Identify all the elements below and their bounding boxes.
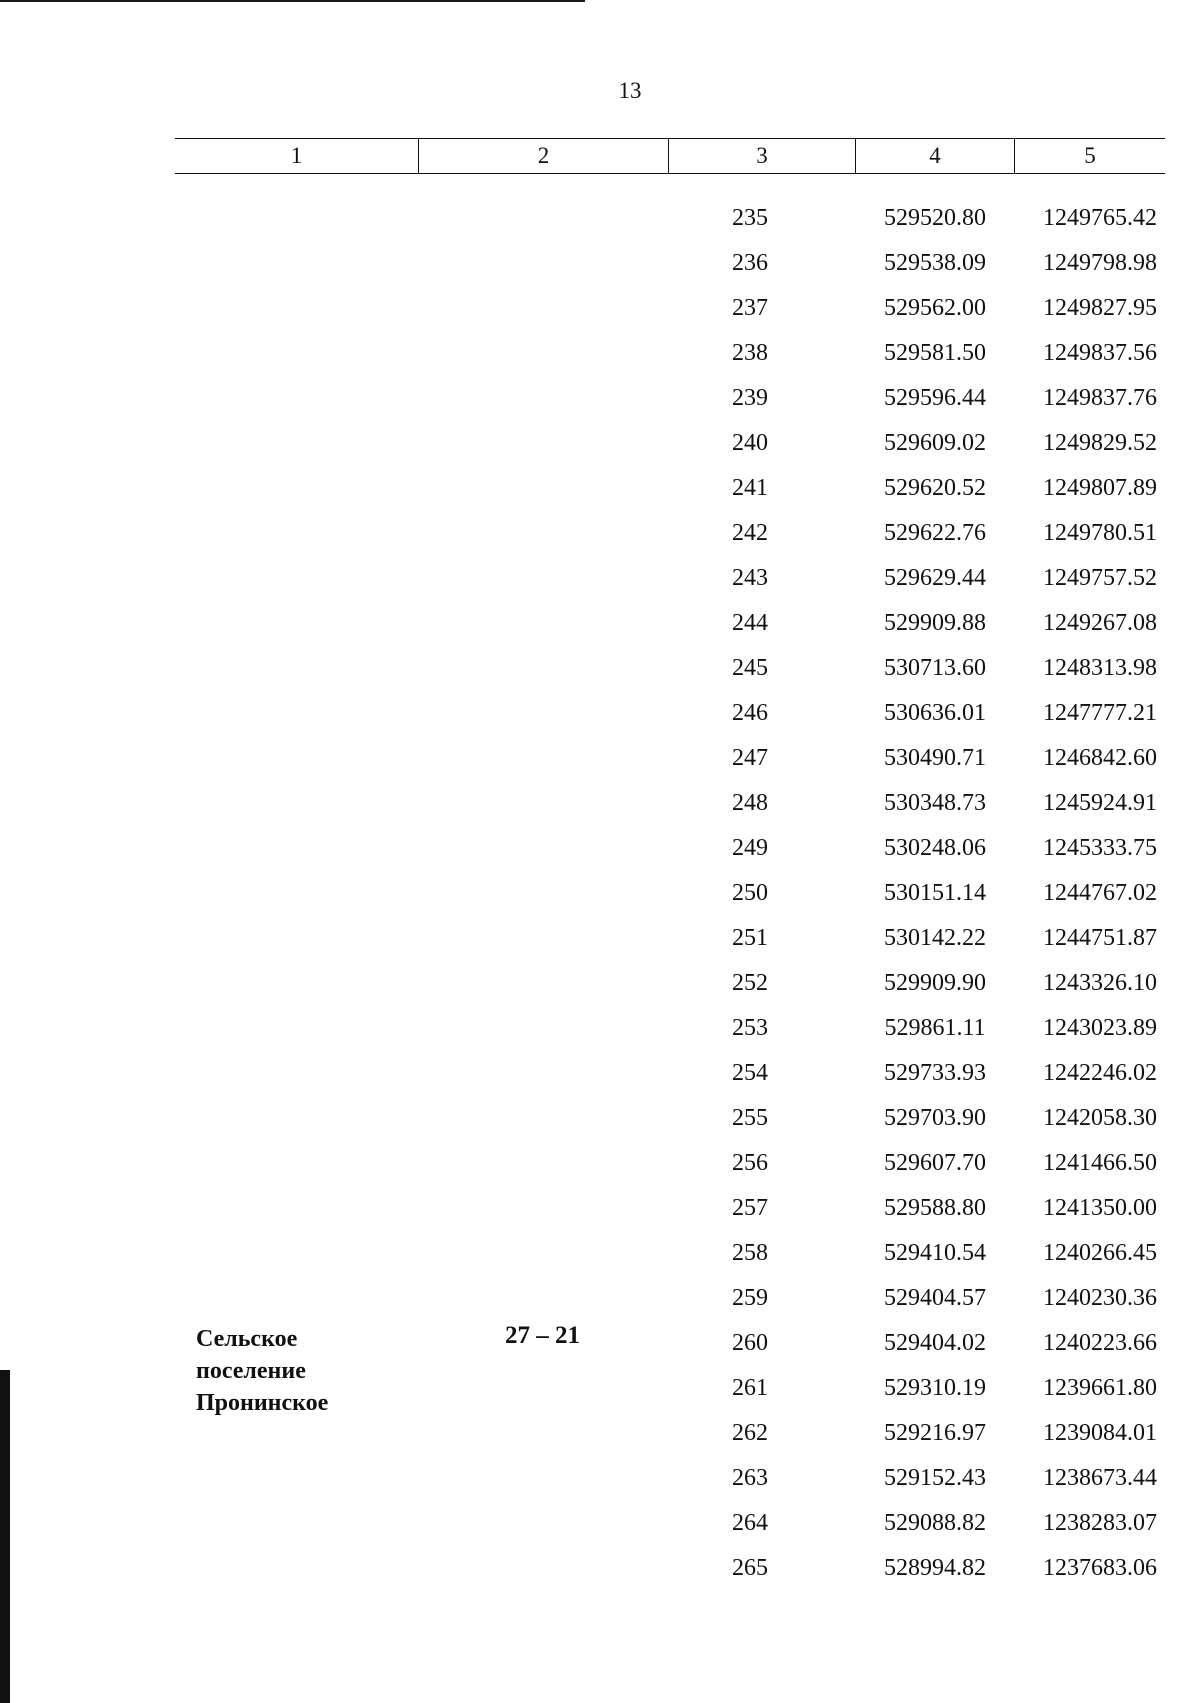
- settlement-name: [196, 1323, 416, 1419]
- table-row: [700, 781, 1180, 826]
- y-coordinate-cell: 1239084.01: [1043, 1420, 1157, 1446]
- point-number-cell: 260: [732, 1330, 768, 1356]
- x-coordinate-cell: 529562.00: [884, 295, 986, 321]
- point-number-cell: 263: [732, 1465, 768, 1491]
- table-row: [700, 556, 1180, 601]
- table-row: [700, 511, 1180, 556]
- table-row: [700, 466, 1180, 511]
- y-coordinate-cell: 1245333.75: [1043, 835, 1157, 861]
- settlement-name-line: Сельское: [196, 1326, 298, 1352]
- y-coordinate-cell: 1241350.00: [1043, 1195, 1157, 1221]
- x-coordinate-cell: 529088.82: [884, 1510, 986, 1536]
- table-row: [700, 1321, 1180, 1366]
- point-number-cell: 242: [732, 520, 768, 546]
- settlement-code: 27 – 21: [505, 1322, 580, 1349]
- table-row: [700, 691, 1180, 736]
- x-coordinate-cell: 529909.88: [884, 610, 986, 636]
- table-row: [700, 826, 1180, 871]
- point-number-cell: 253: [732, 1015, 768, 1041]
- point-number-cell: 240: [732, 430, 768, 456]
- y-coordinate-cell: 1242058.30: [1043, 1105, 1157, 1131]
- point-number-cell: 265: [732, 1555, 768, 1581]
- y-coordinate-cell: 1237683.06: [1043, 1555, 1157, 1581]
- x-coordinate-cell: 529520.80: [884, 205, 986, 231]
- point-number-cell: 249: [732, 835, 768, 861]
- settlement-name-line: поселение: [196, 1358, 306, 1384]
- x-coordinate-cell: 530142.22: [884, 925, 986, 951]
- x-coordinate-cell: 530348.73: [884, 790, 986, 816]
- point-number-cell: 246: [732, 700, 768, 726]
- settlement-name-line: Пронинское: [196, 1390, 329, 1416]
- table-row: [700, 241, 1180, 286]
- x-coordinate-cell: 529152.43: [884, 1465, 986, 1491]
- y-coordinate-cell: 1243023.89: [1043, 1015, 1157, 1041]
- y-coordinate-cell: 1240230.36: [1043, 1285, 1157, 1311]
- y-coordinate-cell: 1249765.42: [1043, 205, 1157, 231]
- point-number-cell: 257: [732, 1195, 768, 1221]
- x-coordinate-cell: 529404.57: [884, 1285, 986, 1311]
- y-coordinate-cell: 1243326.10: [1043, 970, 1157, 996]
- x-coordinate-cell: 529609.02: [884, 430, 986, 456]
- y-coordinate-cell: 1247777.21: [1043, 700, 1157, 726]
- column-header-1: 1: [175, 139, 419, 173]
- point-number-cell: 236: [732, 250, 768, 276]
- y-coordinate-cell: 1245924.91: [1043, 790, 1157, 816]
- y-coordinate-cell: 1249757.52: [1043, 565, 1157, 591]
- x-coordinate-cell: 529596.44: [884, 385, 986, 411]
- y-coordinate-cell: 1249829.52: [1043, 430, 1157, 456]
- y-coordinate-cell: 1241466.50: [1043, 1150, 1157, 1176]
- y-coordinate-cell: 1238283.07: [1043, 1510, 1157, 1536]
- table-row: [700, 961, 1180, 1006]
- x-coordinate-cell: 529733.93: [884, 1060, 986, 1086]
- y-coordinate-cell: 1246842.60: [1043, 745, 1157, 771]
- table-row: [700, 1186, 1180, 1231]
- table-row: [700, 1456, 1180, 1501]
- x-coordinate-cell: 529588.80: [884, 1195, 986, 1221]
- table-row: [700, 646, 1180, 691]
- table-row: [700, 916, 1180, 961]
- x-coordinate-cell: 529909.90: [884, 970, 986, 996]
- column-header-4: 4: [856, 139, 1015, 173]
- point-number-cell: 259: [732, 1285, 768, 1311]
- y-coordinate-cell: 1249807.89: [1043, 475, 1157, 501]
- table-row: [700, 1501, 1180, 1546]
- y-coordinate-cell: 1248313.98: [1043, 655, 1157, 681]
- y-coordinate-cell: 1240266.45: [1043, 1240, 1157, 1266]
- point-number-cell: 243: [732, 565, 768, 591]
- table-row: [700, 286, 1180, 331]
- x-coordinate-cell: 529622.76: [884, 520, 986, 546]
- table-row: [700, 1051, 1180, 1096]
- y-coordinate-cell: 1238673.44: [1043, 1465, 1157, 1491]
- x-coordinate-cell: 530713.60: [884, 655, 986, 681]
- x-coordinate-cell: 530490.71: [884, 745, 986, 771]
- table-row: [700, 1006, 1180, 1051]
- x-coordinate-cell: 529861.11: [884, 1015, 986, 1041]
- coordinate-table-body: [700, 196, 1180, 1591]
- table-row: [700, 871, 1180, 916]
- point-number-cell: 247: [732, 745, 768, 771]
- y-coordinate-cell: 1249267.08: [1043, 610, 1157, 636]
- x-coordinate-cell: 529629.44: [884, 565, 986, 591]
- point-number-cell: 237: [732, 295, 768, 321]
- scan-top-edge-line: [0, 0, 585, 2]
- y-coordinate-cell: 1240223.66: [1043, 1330, 1157, 1356]
- point-number-cell: 262: [732, 1420, 768, 1446]
- x-coordinate-cell: 528994.82: [884, 1555, 986, 1581]
- column-header-3: 3: [669, 139, 856, 173]
- y-coordinate-cell: 1244751.87: [1043, 925, 1157, 951]
- table-row: [700, 736, 1180, 781]
- point-number-cell: 241: [732, 475, 768, 501]
- point-number-cell: 255: [732, 1105, 768, 1131]
- table-row: [700, 1546, 1180, 1591]
- table-header-row: [175, 138, 1165, 174]
- table-row: [700, 196, 1180, 241]
- x-coordinate-cell: 530636.01: [884, 700, 986, 726]
- x-coordinate-cell: 530248.06: [884, 835, 986, 861]
- column-header-2: 2: [419, 139, 669, 173]
- table-row: [700, 376, 1180, 421]
- y-coordinate-cell: 1249837.76: [1043, 385, 1157, 411]
- point-number-cell: 248: [732, 790, 768, 816]
- point-number-cell: 250: [732, 880, 768, 906]
- point-number-cell: 245: [732, 655, 768, 681]
- scan-left-edge-shadow: [0, 1370, 10, 1703]
- x-coordinate-cell: 529410.54: [884, 1240, 986, 1266]
- point-number-cell: 251: [732, 925, 768, 951]
- x-coordinate-cell: 529607.70: [884, 1150, 986, 1176]
- table-row: [700, 601, 1180, 646]
- table-row: [700, 1096, 1180, 1141]
- point-number-cell: 235: [732, 205, 768, 231]
- y-coordinate-cell: 1239661.80: [1043, 1375, 1157, 1401]
- x-coordinate-cell: 529538.09: [884, 250, 986, 276]
- table-row: [700, 1411, 1180, 1456]
- x-coordinate-cell: 529216.97: [884, 1420, 986, 1446]
- y-coordinate-cell: 1249780.51: [1043, 520, 1157, 546]
- y-coordinate-cell: 1249798.98: [1043, 250, 1157, 276]
- y-coordinate-cell: 1249827.95: [1043, 295, 1157, 321]
- page-number: 13: [618, 78, 642, 103]
- x-coordinate-cell: 530151.14: [884, 880, 986, 906]
- point-number-cell: 239: [732, 385, 768, 411]
- point-number-cell: 258: [732, 1240, 768, 1266]
- point-number-cell: 238: [732, 340, 768, 366]
- table-row: [700, 331, 1180, 376]
- point-number-cell: 261: [732, 1375, 768, 1401]
- table-row: [700, 1276, 1180, 1321]
- y-coordinate-cell: 1249837.56: [1043, 340, 1157, 366]
- table-row: [700, 1231, 1180, 1276]
- y-coordinate-cell: 1244767.02: [1043, 880, 1157, 906]
- table-row: [700, 1141, 1180, 1186]
- point-number-cell: 264: [732, 1510, 768, 1536]
- x-coordinate-cell: 529404.02: [884, 1330, 986, 1356]
- x-coordinate-cell: 529703.90: [884, 1105, 986, 1131]
- point-number-cell: 252: [732, 970, 768, 996]
- x-coordinate-cell: 529310.19: [884, 1375, 986, 1401]
- point-number-cell: 244: [732, 610, 768, 636]
- x-coordinate-cell: 529581.50: [884, 340, 986, 366]
- table-row: [700, 1366, 1180, 1411]
- table-row: [700, 421, 1180, 466]
- x-coordinate-cell: 529620.52: [884, 475, 986, 501]
- column-header-5: 5: [1084, 143, 1096, 168]
- point-number-cell: 256: [732, 1150, 768, 1176]
- point-number-cell: 254: [732, 1060, 768, 1086]
- y-coordinate-cell: 1242246.02: [1043, 1060, 1157, 1086]
